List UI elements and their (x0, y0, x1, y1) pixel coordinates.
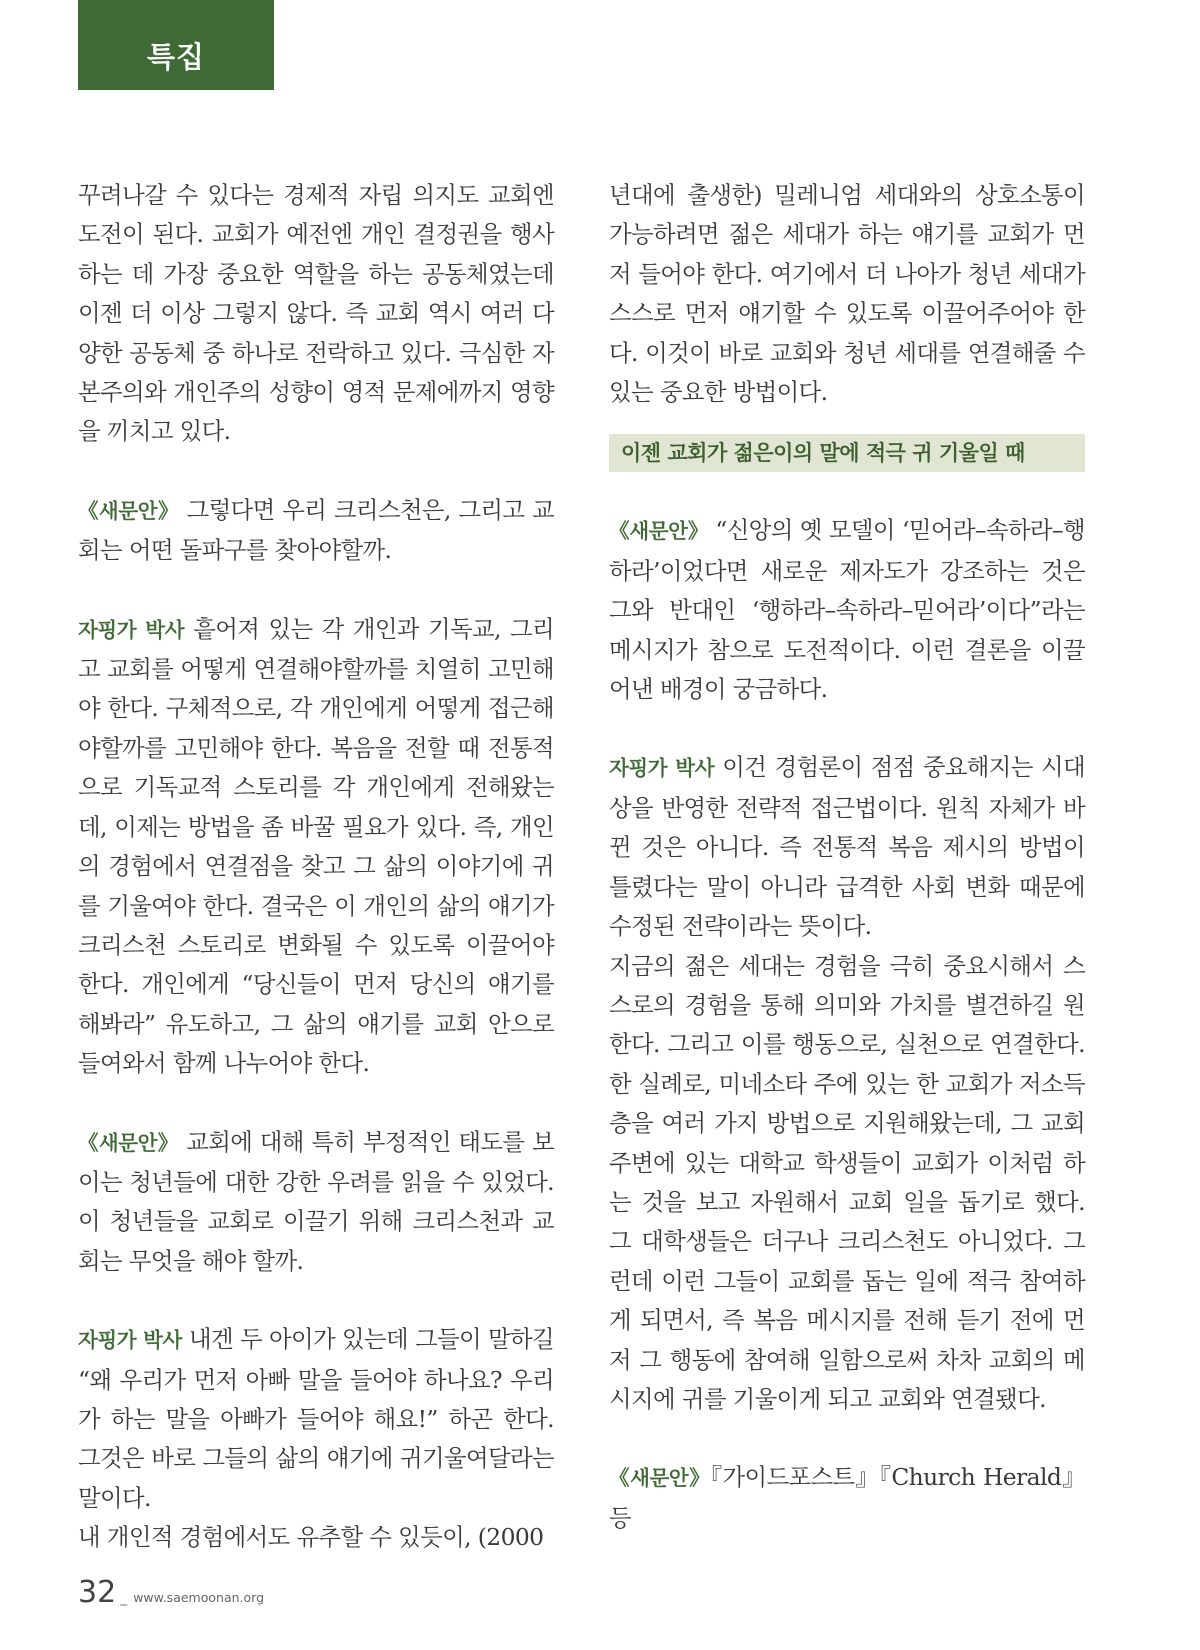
section-subheading: 이젠 교회가 젊은이의 말에 적극 귀 기울일 때 (609, 434, 1085, 472)
interviewer-label: 《새문안》 (609, 519, 709, 544)
page-number: 32 (78, 1575, 117, 1610)
right-column (609, 176, 1085, 1538)
answer-text: 이건 경험론이 점점 중요해지는 시대상을 반영한 전략적 접근법이다. 원칙 자체가 바뀐 것은 아니다. 즉 전통적 복음 제시의 방법이 틀렸다는 말이 아니라 급격한 사회 변화 때문에 수정된 전략이라는 뜻이다. (609, 753, 1085, 941)
section-tag: 특집 (78, 0, 274, 90)
paragraph: 년대에 출생한) 밀레니엄 세대와의 상호소통이 가능하려면 젊은 세대가 하는 얘기를 교회가 먼저 들어야 한다. 여기에서 더 나아가 청년 세대가 스스로 먼저 얘기할 수 있도록 이끌어주어야 한다. 이것이 바로 교회와 청년 세대를 연결해줄 수 있는 중요한 방법이다. (609, 181, 1085, 407)
interviewer-label: 《새문안》 (78, 1130, 179, 1155)
question-paragraph (609, 511, 1085, 709)
answer-paragraph (78, 610, 554, 1084)
interviewee-label: 자핑가 박사 (609, 756, 715, 781)
website-link[interactable]: www.saemoonan.org (133, 1590, 264, 1605)
page-footer (78, 1575, 264, 1610)
interviewer-label: 《새문안》 (78, 498, 179, 523)
question-paragraph (78, 491, 554, 571)
question-paragraph (609, 1458, 1085, 1538)
answer-text: 흩어져 있는 각 개인과 기독교, 그리고 교회를 어떻게 연결해야할까를 치열히 고민해야 한다. 구체적으로, 각 개인에게 어떻게 접근해야할까를 고민해야 한다. 복음을 전할 때 전통적으로 기독교적 스토리를 각 개인에게 전해왔는데, 이제는 방법을 좀 바꿀 필요가 있다. 즉, 개인의 경험에서 연결점을 찾고 그 삶의 이야기에 귀를 기울여야 한다. 결국은 이 개인의 삶의 얘기가 크리스천 스토리로 변화될 수 있도록 이끌어야 한다. 개인에게 “당신들이 먼저 당신의 얘기를 해봐라” 유도하고, 그 삶의 얘기를 교회 안으로 들여와서 함께 나누어야 한다. (78, 614, 554, 1078)
paragraph: 꾸려나갈 수 있다는 경제적 자립 의지도 교회엔 도전이 된다. 교회가 예전엔 개인 결정권을 행사하는 데 가장 중요한 역할을 하는 공동체였는데 이젠 더 이상 그렇지 않다. 즉 교회 역시 여러 다양한 공동체 중 하나로 전락하고 있다. 극심한 자본주의와 개인주의 성향이 영적 문제에까지 영향을 끼치고 있다. (78, 181, 554, 446)
answer-text: 내겐 두 아이가 있는데 그들이 말하길 “왜 우리가 먼저 아빠 말을 들어야 하나요? 우리가 하는 말을 아빠가 들어야 해요!” 하곤 한다. 그것은 바로 그들의 삶의 얘기에 귀기울여달라는 말이다. (78, 1325, 554, 1512)
left-column (78, 176, 554, 1558)
interviewee-label: 자핑가 박사 (78, 1328, 182, 1353)
question-paragraph (78, 1123, 554, 1282)
footer-separator: _ (120, 1590, 128, 1606)
paragraph: 내 개인적 경험에서도 유추할 수 있듯이, (2000 (78, 1523, 544, 1552)
answer-paragraph (78, 1320, 554, 1518)
question-text: “신앙의 옛 모델이 ‘믿어라–속하라–행하라’이었다면 새로운 제자도가 강조하는 것은 그와 반대인 ‘행하라–속하라–믿어라’이다”라는 메시지가 참으로 도전적이다. 이런 결론을 이끌어낸 배경이 궁금하다. (609, 516, 1085, 704)
question-text: 교회에 대해 특히 부정적인 태도를 보이는 청년들에 대한 강한 우려를 읽을 수 있었다. 이 청년들을 교회로 이끌기 위해 크리스천과 교회는 무엇을 해야 할까. (78, 1127, 554, 1275)
paragraph: 지금의 젊은 세대는 경험을 극히 중요시해서 스스로의 경험을 통해 의미와 가치를 별견하길 원한다. 그리고 이를 행동으로, 실천으로 연결한다. 한 실례로, 미네소타 주에 있는 한 교회가 저소득층을 여러 가지 방법으로 지원해왔는데, 그 교회 주변에 있는 대학교 학생들이 교회가 이처럼 하는 것을 보고 자원해서 교회 일을 돕기로 했다. 그 대학생들은 더구나 크리스천도 아니었다. 그런데 이런 그들이 교회를 돕는 일에 적극 참여하게 되면서, 즉 복음 메시지를 전해 듣기 전에 먼저 그 행동에 참여해 일함으로써 차차 교회의 메시지에 귀를 기울이게 되고 교회와 연결됐다. (609, 951, 1085, 1413)
question-text: 『가이드포스트』『Church Herald』등 (609, 1463, 1085, 1532)
question-text: 그렇다면 우리 크리스천은, 그리고 교회는 어떤 돌파구를 찾아야할까. (78, 495, 554, 565)
answer-paragraph (609, 748, 1085, 946)
interviewer-label: 《새문안》 (609, 1466, 711, 1491)
interviewee-label: 자핑가 박사 (78, 617, 185, 642)
